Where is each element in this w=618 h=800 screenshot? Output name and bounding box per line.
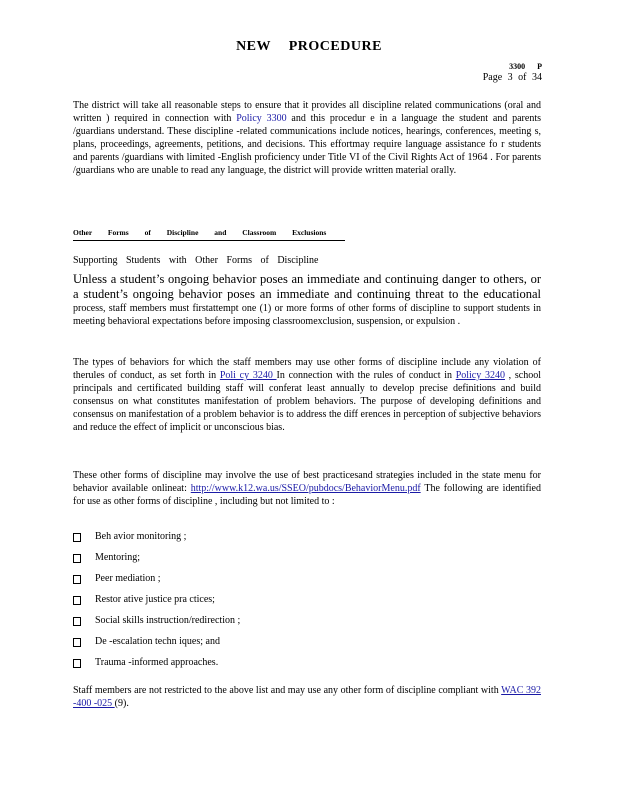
- checkbox-bullet-icon: [73, 575, 81, 584]
- sub-heading: Supporting Students with Other Forms of Discipline: [73, 255, 319, 266]
- emphasized-text: Unless a student’s ongoing behavior poses an immediate and continuing danger to others, or a student’s ongoing behavior poses an immediate and continuing threat to the educational: [73, 272, 541, 301]
- list-item-label: Peer mediation ;: [95, 573, 161, 584]
- list-item: [73, 572, 541, 593]
- behavior-menu-link[interactable]: http://www.k12.wa.us/SSEO/pubdocs/BehaviorMenu.pdf: [190, 483, 421, 494]
- page-number: Page 3 of 34: [482, 72, 542, 83]
- paragraph-supporting-students: [73, 272, 541, 328]
- list-item: [73, 614, 541, 635]
- list-item: [73, 530, 541, 551]
- checkbox-bullet-icon: [73, 533, 81, 542]
- list-item-label: De -escalation techn iques; and: [95, 636, 220, 647]
- paragraph-text: In connection with the rules of conduct in: [276, 370, 456, 381]
- checkbox-bullet-icon: [73, 659, 81, 668]
- checkbox-bullet-icon: [73, 596, 81, 605]
- checkbox-bullet-icon: [73, 638, 81, 647]
- list-item-label: Beh avior monitoring ;: [95, 531, 187, 542]
- checkbox-bullet-icon: [73, 617, 81, 626]
- list-item-label: Mentoring;: [95, 552, 140, 563]
- paragraph-text: The following are identified for use as other forms of discipline , including but not limited to :: [73, 483, 541, 507]
- list-item: [73, 551, 541, 572]
- paragraph-text: (9).: [114, 698, 129, 709]
- list-item: [73, 635, 541, 656]
- checkbox-bullet-icon: [73, 554, 81, 563]
- policy-3300-link[interactable]: Policy 3300: [236, 113, 287, 124]
- list-item-label: Social skills instruction/redirection ;: [95, 615, 241, 626]
- paragraph-behavior-types: [73, 356, 541, 434]
- paragraph-text: process, staff members must firstattempt one (1) or more forms of other forms of discipline to support students in meeting behavioral expectations before imposing classroomexclusion, suspension, or expulsion .: [73, 303, 541, 327]
- list-item-label: Restor ative justice pra ctices;: [95, 594, 215, 605]
- policy-3240-link[interactable]: Poli cy 3240: [219, 370, 277, 381]
- paragraph-other-forms: [73, 469, 541, 508]
- list-item: [73, 656, 541, 677]
- list-item-label: Trauma -informed approaches.: [95, 657, 219, 668]
- paragraph-text: These other forms of discipline may involve the use of best practicesand strategies included in the state menu for behavior available onlineat:: [73, 470, 541, 494]
- section-heading: Other Forms of Discipline and Classroom Exclusions: [73, 226, 345, 241]
- procedure-code: 3300 P: [509, 62, 542, 71]
- paragraph-text: , school principals and certificated building staff will conferat least annually to develop precise definitions and build consensus on what constitutes manifestation of problem behaviors. The purpose of developing definitions and consensus on manifestation of a problem behavior is to address the diff erences in perception of subjective behaviors and reduce the effect of implicit or unconscious bias.: [73, 370, 542, 433]
- discipline-forms-list: [73, 530, 541, 677]
- page-title: NEW PROCEDURE: [236, 39, 382, 54]
- paragraph-text: The district will take all reasonable steps to ensure that it provides all discipline related communications (oral and written ) required in connection with: [73, 100, 541, 124]
- paragraph-staff-members: [73, 684, 541, 710]
- paragraph-text: Staff members are not restricted to the above list and may use any other form of discipline compliant with: [73, 685, 502, 696]
- list-item: [73, 593, 541, 614]
- policy-3240-link-2[interactable]: Policy 3240: [455, 370, 505, 381]
- paragraph-communications: [73, 99, 541, 177]
- wac-link[interactable]: WAC 392 -400 -025: [73, 685, 541, 709]
- paragraph-text: and this procedur e in a language the student and parents /guardians understand. These discipline -related communications include notices, hearings, conferences, meeting s, plans, proceedings, agreements, petitions, and decisions. This effortmay require language assistance fo r students and parents /guardians with limited -English proficiency under Title VI of the Civil Rights Act of 1964 . For parents /guardians who are unable to read any language, the district will provide written material orally.: [73, 113, 541, 176]
- paragraph-text: The types of behaviors for which the staff members may use other forms of discipline include any violation of therules of conduct, as set forth in: [73, 357, 541, 381]
